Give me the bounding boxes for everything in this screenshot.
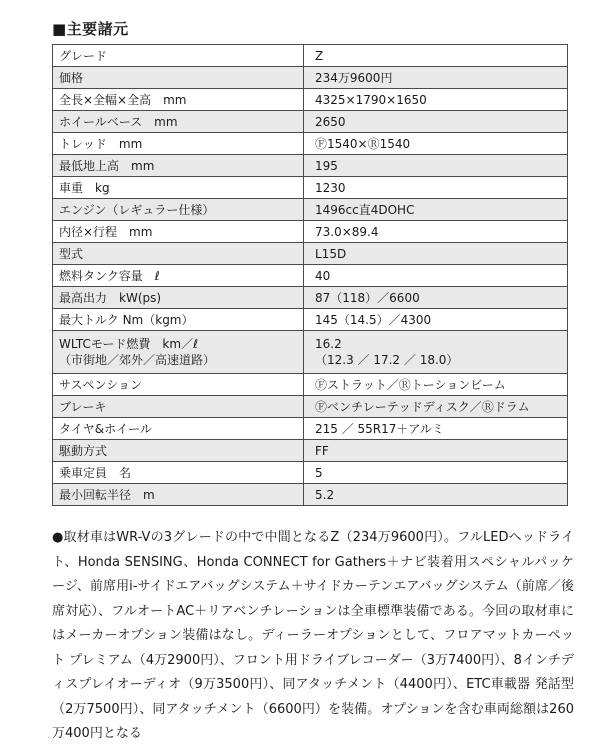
section-heading: ■主要諸元	[52, 20, 129, 38]
spec-row-max-torque	[53, 309, 568, 331]
spec-row-tires-wheels	[53, 418, 568, 440]
spec-label: サスペンション	[53, 374, 304, 396]
spec-row-max-power	[53, 287, 568, 309]
spec-row-fuel-tank	[53, 265, 568, 287]
spec-table	[52, 44, 568, 506]
spec-label: 駆動方式	[53, 440, 304, 462]
spec-value: 234万9600円	[304, 67, 568, 89]
spec-row-tread	[53, 133, 568, 155]
spec-row-dimensions	[53, 89, 568, 111]
spec-label: トレッド mm	[53, 133, 304, 155]
spec-row-brakes	[53, 396, 568, 418]
spec-value: Ⓕストラット／Ⓡトーションビーム	[304, 374, 568, 396]
spec-value: 16.2 （12.3 ／ 17.2 ／ 18.0）	[304, 331, 568, 374]
spec-row-bore-stroke	[53, 221, 568, 243]
spec-value: 73.0×89.4	[304, 221, 568, 243]
spec-label: 価格	[53, 67, 304, 89]
spec-value: Z	[304, 45, 568, 67]
spec-row-turning-radius	[53, 484, 568, 506]
spec-value: 215 ／ 55R17＋アルミ	[304, 418, 568, 440]
spec-label: 最高出力 kW(ps)	[53, 287, 304, 309]
spec-label: ホイールベース mm	[53, 111, 304, 133]
spec-value: Ⓕベンチレーテッドディスク／Ⓡドラム	[304, 396, 568, 418]
spec-label: 最低地上高 mm	[53, 155, 304, 177]
spec-value: 1496cc直4DOHC	[304, 199, 568, 221]
spec-row-weight	[53, 177, 568, 199]
spec-value: 87（118）／6600	[304, 287, 568, 309]
spec-label: 内径×行程 mm	[53, 221, 304, 243]
spec-row-suspension	[53, 374, 568, 396]
spec-label: タイヤ&ホイール	[53, 418, 304, 440]
spec-value: 5	[304, 462, 568, 484]
spec-value: L15D	[304, 243, 568, 265]
spec-label: 燃料タンク容量 ℓ	[53, 265, 304, 287]
spec-label: 最大トルク Nm（kgm）	[53, 309, 304, 331]
spec-value: Ⓕ1540×Ⓡ1540	[304, 133, 568, 155]
spec-label: ブレーキ	[53, 396, 304, 418]
spec-value: 195	[304, 155, 568, 177]
spec-label: 全長×全幅×全高 mm	[53, 89, 304, 111]
spec-row-fuel-economy	[53, 331, 568, 374]
spec-value: 2650	[304, 111, 568, 133]
spec-value: 1230	[304, 177, 568, 199]
spec-row-grade	[53, 45, 568, 67]
spec-label: 車重 kg	[53, 177, 304, 199]
spec-value: 145（14.5）／4300	[304, 309, 568, 331]
spec-value: 5.2	[304, 484, 568, 506]
spec-label: グレード	[53, 45, 304, 67]
spec-row-wheelbase	[53, 111, 568, 133]
description-paragraph: ●取材車はWR-Vの3グレードの中で中間となるZ（234万9600円）。フルLEDヘッドライト、Honda SENSING、Honda CONNECT for Gathers＋ナビ装着用スペシャルパッケージ、前席用i-サイドエアバッグシステム＋サイドカーテンエアバッグシステム（前席／後席対応）、フルオートAC＋リアベンチレーションは全車標準装備である。今回の取材車にはメーカーオプション装備はなし。ディーラーオプションとして、フロアマットカーペット プレミアム（4万2900円）、フロント用ドライブレコーダー（3万7400円）、8インチディスプレイオーディオ（9万3500円）、同アタッチメント（4400円）、ETC車載器 発話型（2万7500円）、同アタッチメント（6600円）を装備。オプションを含む車両総額は260万400円となる	[52, 530, 574, 741]
spec-value: FF	[304, 440, 568, 462]
spec-label: 乗車定員 名	[53, 462, 304, 484]
spec-row-seating	[53, 462, 568, 484]
spec-label: エンジン（レギュラー仕様）	[53, 199, 304, 221]
spec-row-ground-clearance	[53, 155, 568, 177]
spec-label: 最小回転半径 m	[53, 484, 304, 506]
spec-row-engine	[53, 199, 568, 221]
spec-label: WLTCモード燃費 km／ℓ （市街地／郊外／高速道路）	[53, 331, 304, 374]
spec-value: 40	[304, 265, 568, 287]
spec-label: 型式	[53, 243, 304, 265]
spec-row-engine-model	[53, 243, 568, 265]
spec-value: 4325×1790×1650	[304, 89, 568, 111]
spec-row-drivetrain	[53, 440, 568, 462]
spec-row-price	[53, 67, 568, 89]
